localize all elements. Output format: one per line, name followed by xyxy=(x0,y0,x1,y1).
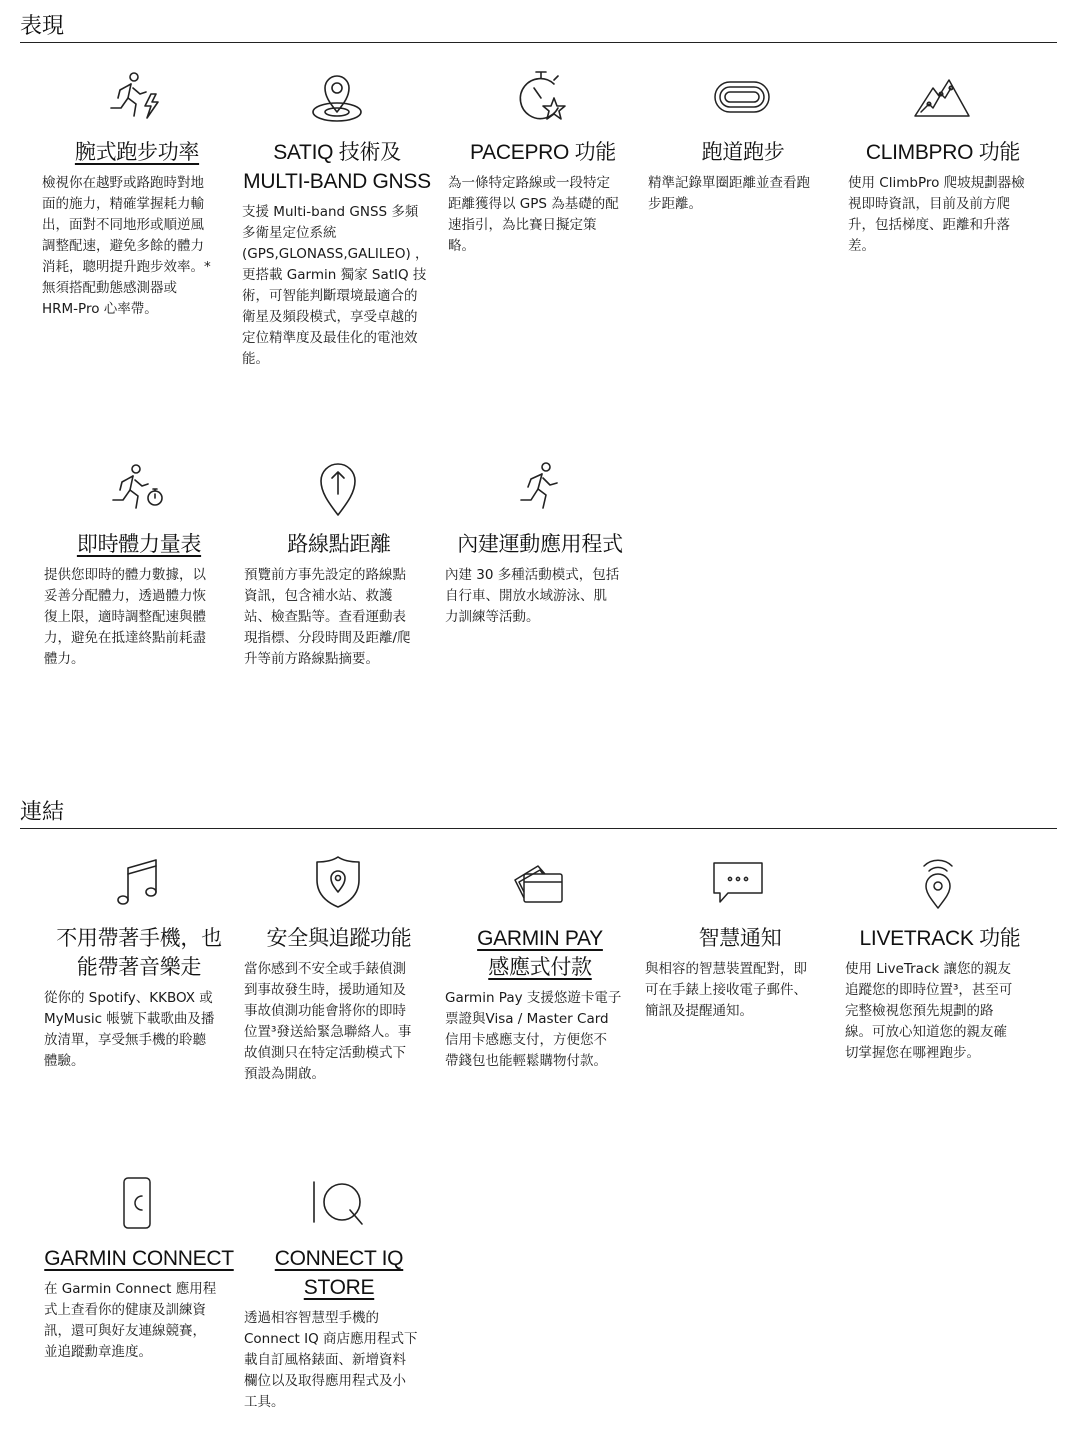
feature-description: 檢視你在越野或路跑時對地 面的施力，精確掌握耗力輸 出，面對不同地形或順逆風 調整配速，避免多餘的體力 消耗，聰明提升跑步效率。* 無須搭配動態感測器或 HRM-Pro 心率帶。 xyxy=(42,175,211,317)
feature-title: CLIMBPRO 功能 xyxy=(865,141,1021,164)
feature-description: 為一條特定路線或一段特定 距離獲得以 GPS 為基礎的配 速指引，為比賽日擬定策 略。 xyxy=(448,175,619,254)
feature-description: 使用 LiveTrack 讓您的親友 追蹤您的即時位置³，甚至可 完整檢視您預先規劃的路 線。可放心知道您的親友確 切掌握您在哪裡跑步。 xyxy=(845,961,1013,1061)
feature-title-link[interactable]: CONNECT IQ STORE xyxy=(274,1247,404,1299)
runner-icon xyxy=(512,460,566,516)
feature-track-run xyxy=(648,138,838,215)
feature-description: Garmin Pay 支援悠遊卡電子 票證與Visa / Master Card 信用卡感應支付，方便您不 帶錢包也能輕鬆購物付款。 xyxy=(445,990,622,1069)
feature-waypoint-distance xyxy=(244,530,434,670)
feature-description: 使用 ClimbPro 爬坡規劃器檢 視即時資訊，目前及前方爬 升，包括梯度、距離和升落 差。 xyxy=(848,175,1025,254)
feature-description: 與相容的智慧裝置配對，即 可在手錶上接收電子郵件、 簡訊及提醒通知。 xyxy=(645,961,807,1019)
feature-description: 當你感到不安全或手錶偵測 到事故發生時，援助通知及 事故偵測功能會將你的即時 位置³發送給緊急聯絡人。事 故偵測只在特定活動模式下 預設為開啟。 xyxy=(244,961,412,1082)
feature-music xyxy=(44,924,234,1072)
feature-description: 預覽前方事先設定的路線點 資訊，包含補水站、救護 站、檢查點等。查看運動表 現指標、分段時間及距離/爬 升等前方路線點摘要。 xyxy=(244,567,411,667)
running-lightning-icon xyxy=(104,70,164,126)
feature-description: 提供您即時的體力數據，以 妥善分配體力，透過體力恢 復上限，適時調整配速與體 力，避免在抵達終點前耗盡 體力。 xyxy=(44,567,206,667)
feature-safety-tracking xyxy=(244,924,434,1085)
feature-livetrack xyxy=(845,924,1035,1064)
shield-location-icon xyxy=(314,854,362,910)
feature-title-link[interactable]: GARMIN PAY 感應式付款 xyxy=(477,927,603,979)
track-icon xyxy=(713,80,771,114)
feature-pacepro xyxy=(448,138,638,257)
feature-title: 內建運動應用程式 xyxy=(457,533,623,556)
feature-title: 跑道跑步 xyxy=(701,141,785,164)
feature-description: 在 Garmin Connect 應用程 式上查看你的健康及訓練資 訊，還可與好友連線競賽， 並追蹤勳章進度。 xyxy=(44,1281,217,1360)
payment-card-icon xyxy=(510,858,566,908)
feature-climbpro xyxy=(848,138,1038,257)
feature-title: PACEPRO 功能 xyxy=(470,141,616,164)
message-bubble-icon xyxy=(712,860,764,906)
feature-satiq xyxy=(242,138,432,370)
section-title-performance: 表現 xyxy=(20,14,1057,43)
feature-title-link[interactable]: 腕式跑步功率 xyxy=(74,141,200,164)
feature-title: LIVETRACK 功能 xyxy=(859,927,1021,950)
music-note-icon xyxy=(114,856,162,908)
connect-iq-icon xyxy=(310,1180,366,1226)
satellite-location-icon xyxy=(309,70,365,126)
feature-description: 精準記錄單圈距離並查看跑 步距離。 xyxy=(648,175,810,212)
feature-description: 內建 30 多種活動模式，包括 自行車、開放水域游泳、肌 力訓練等活動。 xyxy=(445,567,620,625)
waypoint-arrow-icon xyxy=(318,460,358,518)
feature-description: 從你的 Spotify、KKBOX 或 MyMusic 帳號下載歌曲及播 放清單，享受無手機的聆聽 體驗。 xyxy=(44,990,215,1069)
feature-title: 智慧通知 xyxy=(698,927,782,950)
section-title-connectivity: 連結 xyxy=(20,800,1057,829)
feature-description: 透過相容智慧型手機的 Connect IQ 商店應用程式下 載自訂風格錶面、新增資料 欄位以及取得應用程式及小 工具。 xyxy=(244,1310,418,1410)
feature-description: 支援 Multi-band GNSS 多頻 多衛星定位系統 (GPS,GLONASS,GALILEO) ， 更搭載 Garmin 獨家 SatIQ 技 術，可智能判斷環境最適合的 衛星及頻段模式，享受卓越的 定位精準度及最佳化的電池效 能。 xyxy=(242,204,429,367)
feature-smart-notifications xyxy=(645,924,835,1022)
stopwatch-star-icon xyxy=(514,68,570,126)
feature-garmin-pay xyxy=(445,924,635,1072)
feature-title: 安全與追蹤功能 xyxy=(266,927,412,950)
feature-title: SATIQ 技術及 MULTI-BAND GNSS xyxy=(243,141,431,193)
running-stopwatch-icon xyxy=(106,462,166,516)
live-location-icon xyxy=(918,854,958,912)
feature-garmin-connect xyxy=(44,1244,234,1363)
feature-connect-iq xyxy=(244,1244,434,1413)
feature-stamina xyxy=(44,530,234,670)
feature-running-power xyxy=(42,138,232,320)
feature-title: 路線點距離 xyxy=(287,533,391,556)
feature-title-link[interactable]: 即時體力量表 xyxy=(76,533,202,556)
feature-title-link[interactable]: GARMIN CONNECT xyxy=(44,1247,234,1270)
phone-app-icon xyxy=(122,1176,152,1230)
feature-title: 不用帶著手機，也 能帶著音樂走 xyxy=(56,927,222,979)
mountain-climb-icon xyxy=(913,74,971,120)
feature-sport-apps xyxy=(445,530,635,628)
